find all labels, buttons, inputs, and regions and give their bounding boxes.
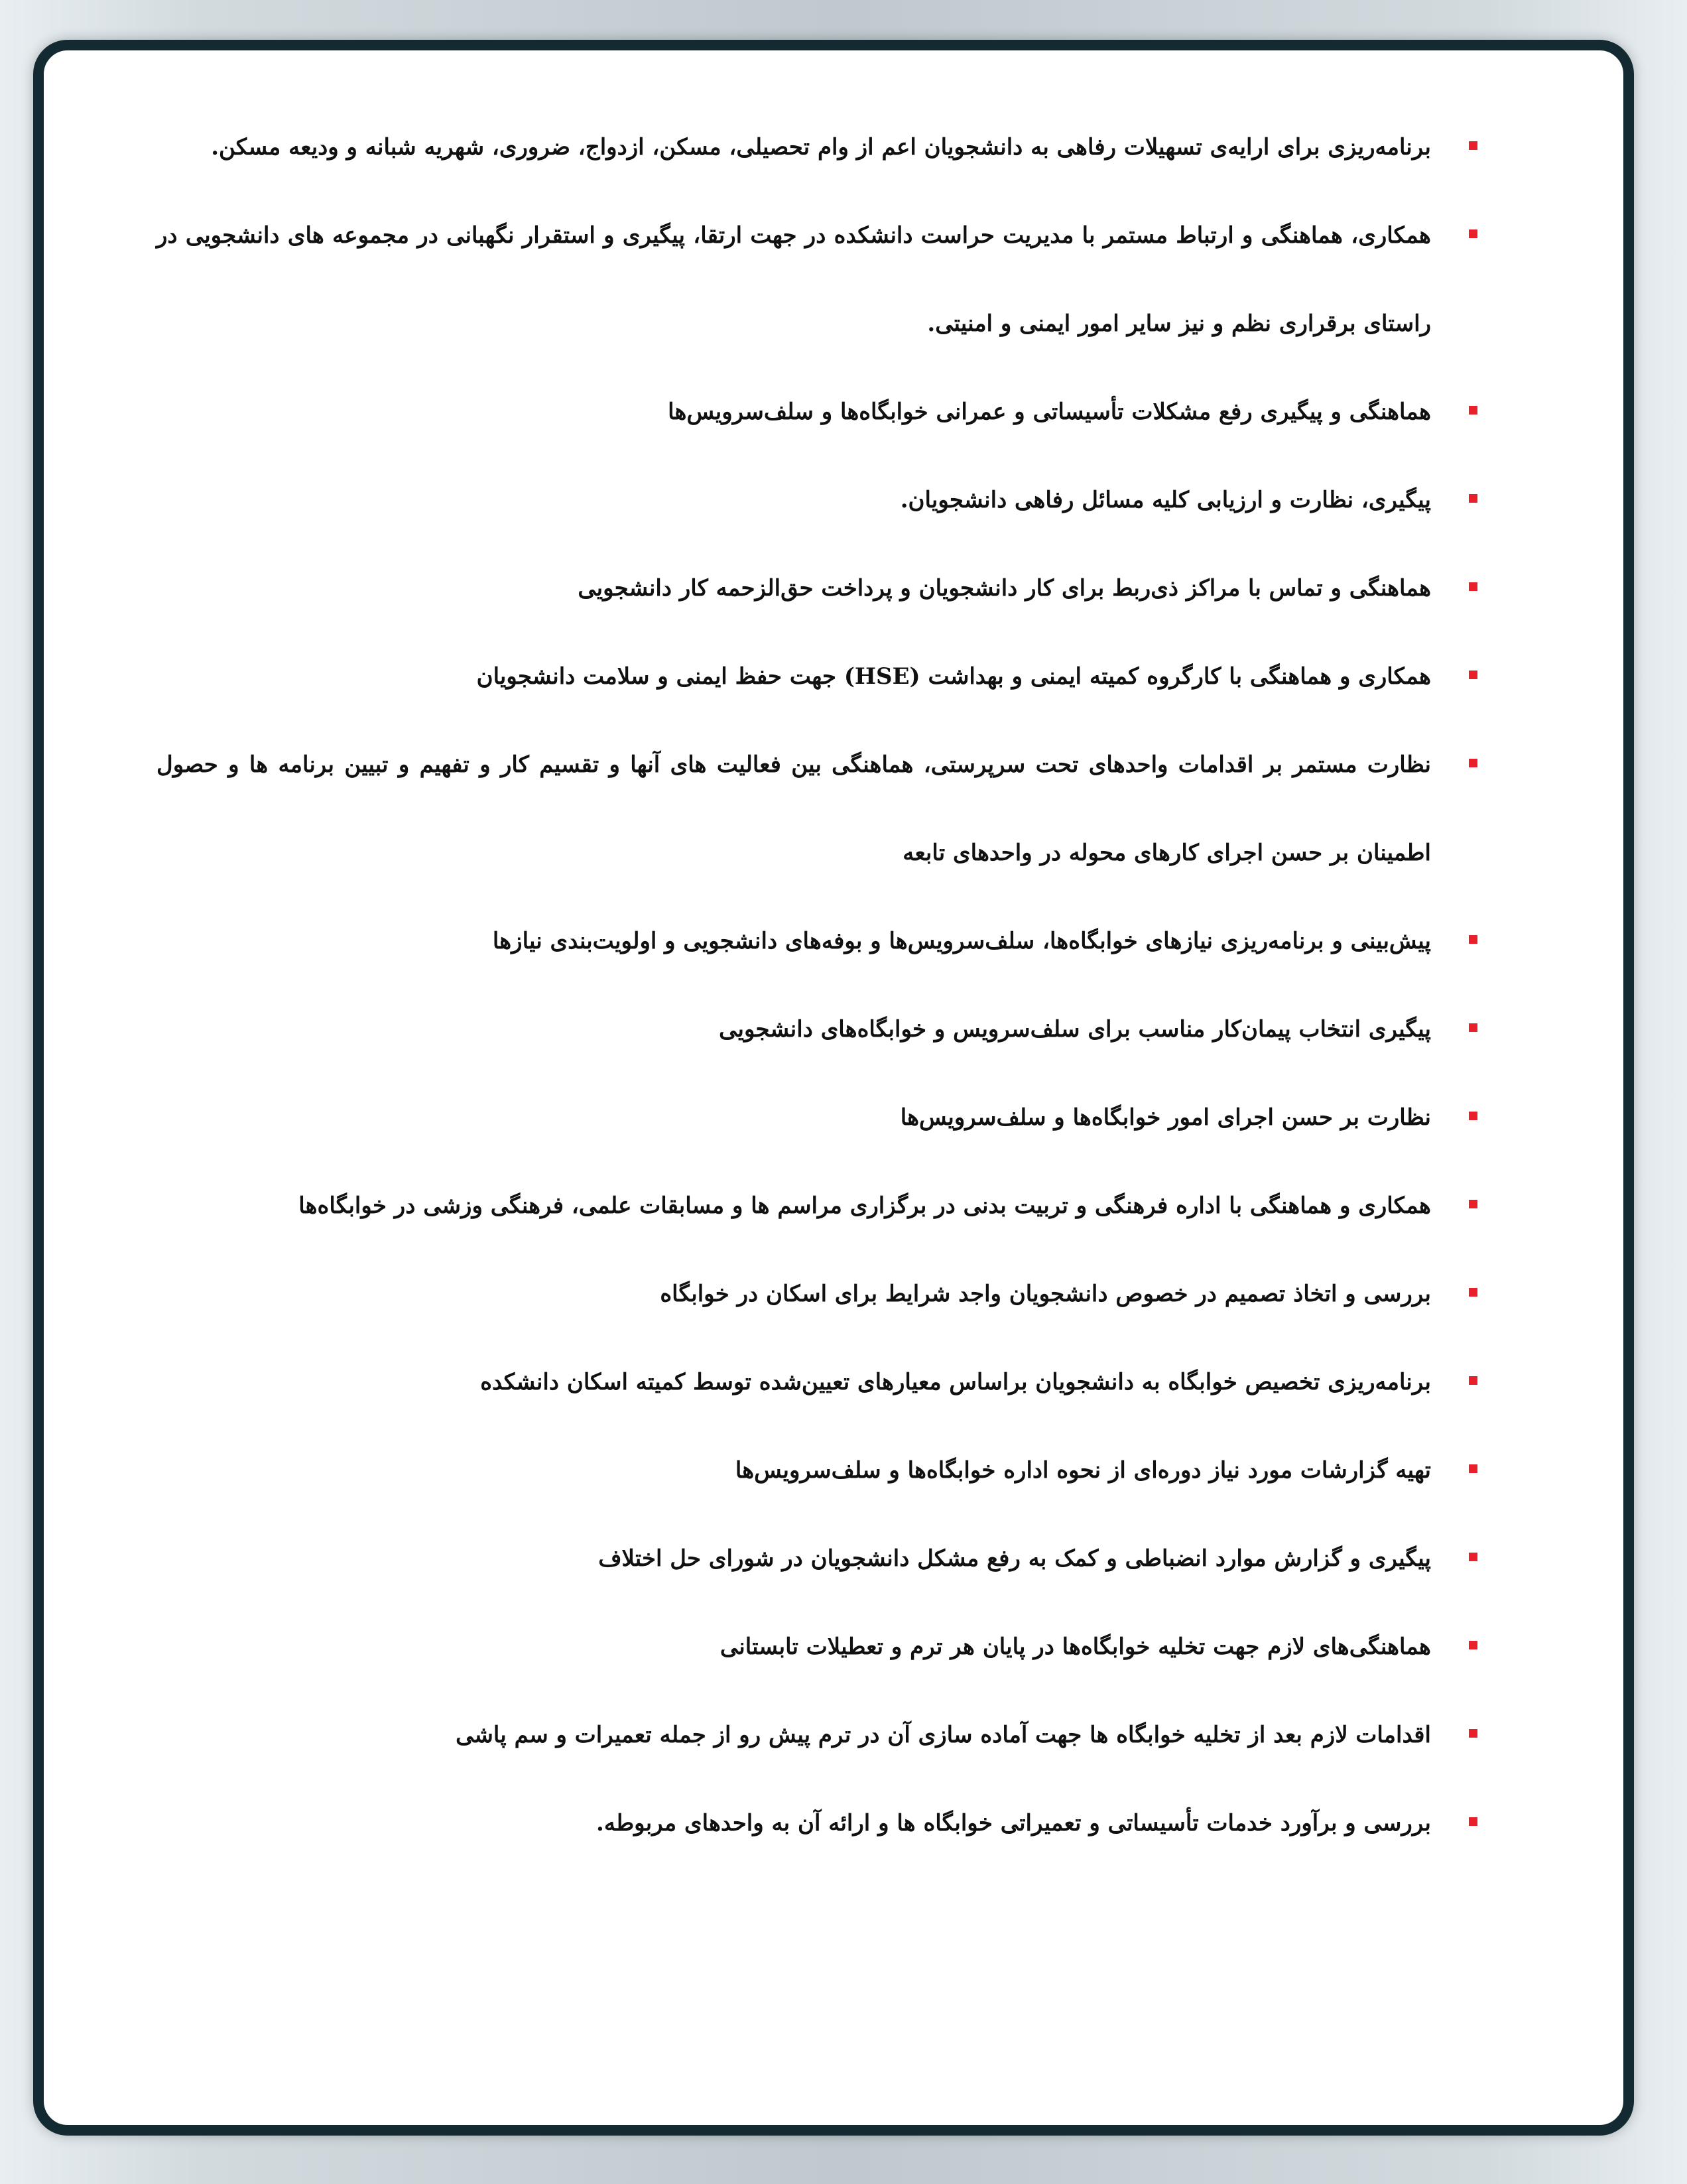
list-item (156, 986, 1431, 1074)
list-item-text: برنامه‌ریزی تخصیص خوابگاه به دانشجویان براساس معیارهای تعیین‌شده توسط کمیته اسکان دانشکده (480, 1369, 1431, 1395)
list-item (156, 103, 1431, 192)
list-item-text: همکاری، هماهنگی و ارتباط مستمر با مدیریت حراست دانشکده در جهت ارتقا، پیگیری و استقرار نگهبانی در مجموعه های دانشجویی در راستای برقراری نظم و نیز سایر امور ایمنی و امنیتی. (156, 222, 1431, 337)
square-bullet-icon (1469, 1376, 1477, 1385)
list-item-text: هماهنگی و تماس با مراکز ذی‌ربط برای کار دانشجویان و پرداخت حق‌الزحمه کار دانشجویی (578, 575, 1431, 602)
square-bullet-icon (1469, 229, 1477, 238)
list-item (156, 1779, 1431, 1868)
list-item-text: برنامه‌ریزی برای ارایه‌ی تسهیلات رفاهی به دانشجویان اعم از وام تحصیلی، مسکن، ازدواج، ضروری، شهریه شبانه و ودیعه مسکن. (211, 134, 1431, 161)
square-bullet-icon (1469, 1729, 1477, 1738)
list-item-text: همکاری و هماهنگی با اداره فرهنگی و تربیت بدنی در برگزاری مراسم ها و مسابقات علمی، فرهنگی وزشی در خوابگاه‌ها (298, 1192, 1431, 1219)
list-item (156, 368, 1431, 456)
list-item-text: نظارت مستمر بر اقدامات واحدهای تحت سرپرستی، هماهنگی بین فعالیت های آنها و تقسیم کار و تفهیم و تبیین برنامه ها و حصول اطمینان بر حسن اجرای کارهای محوله در واحدهای تابعه (156, 751, 1431, 866)
list-item (156, 1691, 1431, 1779)
square-bullet-icon (1469, 582, 1477, 591)
list-item (156, 1250, 1431, 1338)
duties-list (156, 103, 1431, 1868)
list-item (156, 1074, 1431, 1162)
list-item-text: بررسی و برآورد خدمات تأسیساتی و تعمیراتی خوابگاه ها و ارائه آن به واحدهای مربوطه. (596, 1810, 1431, 1836)
square-bullet-icon (1469, 141, 1477, 150)
list-item (156, 1515, 1431, 1603)
list-item-text: هماهنگی و پیگیری رفع مشکلات تأسیساتی و عمرانی خوابگاه‌ها و سلف‌سرویس‌ها (668, 399, 1431, 425)
document-content (156, 103, 1431, 2085)
square-bullet-icon (1469, 935, 1477, 944)
list-item (156, 1603, 1431, 1691)
list-item-text: پیگیری، نظارت و ارزیابی کلیه مسائل رفاهی دانشجویان. (900, 487, 1431, 513)
list-item (156, 1162, 1431, 1250)
square-bullet-icon (1469, 1464, 1477, 1473)
list-item-text: پیگیری و گزارش موارد انضباطی و کمک به رفع مشکل دانشجویان در شورای حل اختلاف (598, 1545, 1431, 1572)
square-bullet-icon (1469, 759, 1477, 767)
list-item (156, 1427, 1431, 1515)
list-item (156, 633, 1431, 721)
square-bullet-icon (1469, 671, 1477, 679)
list-item-text: پیگیری انتخاب پیمان‌کار مناسب برای سلف‌سرویس و خوابگاه‌های دانشجویی (719, 1016, 1431, 1043)
list-item (156, 456, 1431, 545)
square-bullet-icon (1469, 406, 1477, 415)
list-item-text: تهیه گزارشات مورد نیاز دوره‌ای از نحوه اداره خوابگاه‌ها و سلف‌سرویس‌ها (735, 1457, 1431, 1484)
list-item-text: همکاری و هماهنگی با کارگروه کمیته ایمنی و بهداشت (HSE) جهت حفظ ایمنی و سلامت دانشجویان (476, 663, 1431, 690)
square-bullet-icon (1469, 1817, 1477, 1826)
list-item-text: پیش‌بینی و برنامه‌ریزی نیازهای خوابگاه‌ها، سلف‌سرویس‌ها و بوفه‌های دانشجویی و اولویت‌بندی نیازها (492, 928, 1431, 954)
list-item (156, 1338, 1431, 1427)
page-frame (33, 40, 1634, 2136)
square-bullet-icon (1469, 1288, 1477, 1297)
square-bullet-icon (1469, 1641, 1477, 1649)
list-item (156, 721, 1431, 897)
square-bullet-icon (1469, 494, 1477, 503)
list-item-text: اقدامات لازم بعد از تخلیه خوابگاه ها جهت آماده سازی آن در ترم پیش رو از جمله تعمیرات و سم پاشی (456, 1722, 1431, 1748)
list-item (156, 897, 1431, 986)
square-bullet-icon (1469, 1200, 1477, 1208)
list-item-text: نظارت بر حسن اجرای امور خوابگاه‌ها و سلف‌سرویس‌ها (900, 1104, 1431, 1131)
square-bullet-icon (1469, 1112, 1477, 1120)
list-item (156, 192, 1431, 368)
square-bullet-icon (1469, 1553, 1477, 1561)
list-item-text: بررسی و اتخاذ تصمیم در خصوص دانشجویان واجد شرایط برای اسکان در خوابگاه (660, 1281, 1431, 1307)
square-bullet-icon (1469, 1023, 1477, 1032)
list-item-text: هماهنگی‌های لازم جهت تخلیه خوابگاه‌ها در پایان هر ترم و تعطیلات تابستانی (719, 1634, 1431, 1660)
list-item (156, 545, 1431, 633)
